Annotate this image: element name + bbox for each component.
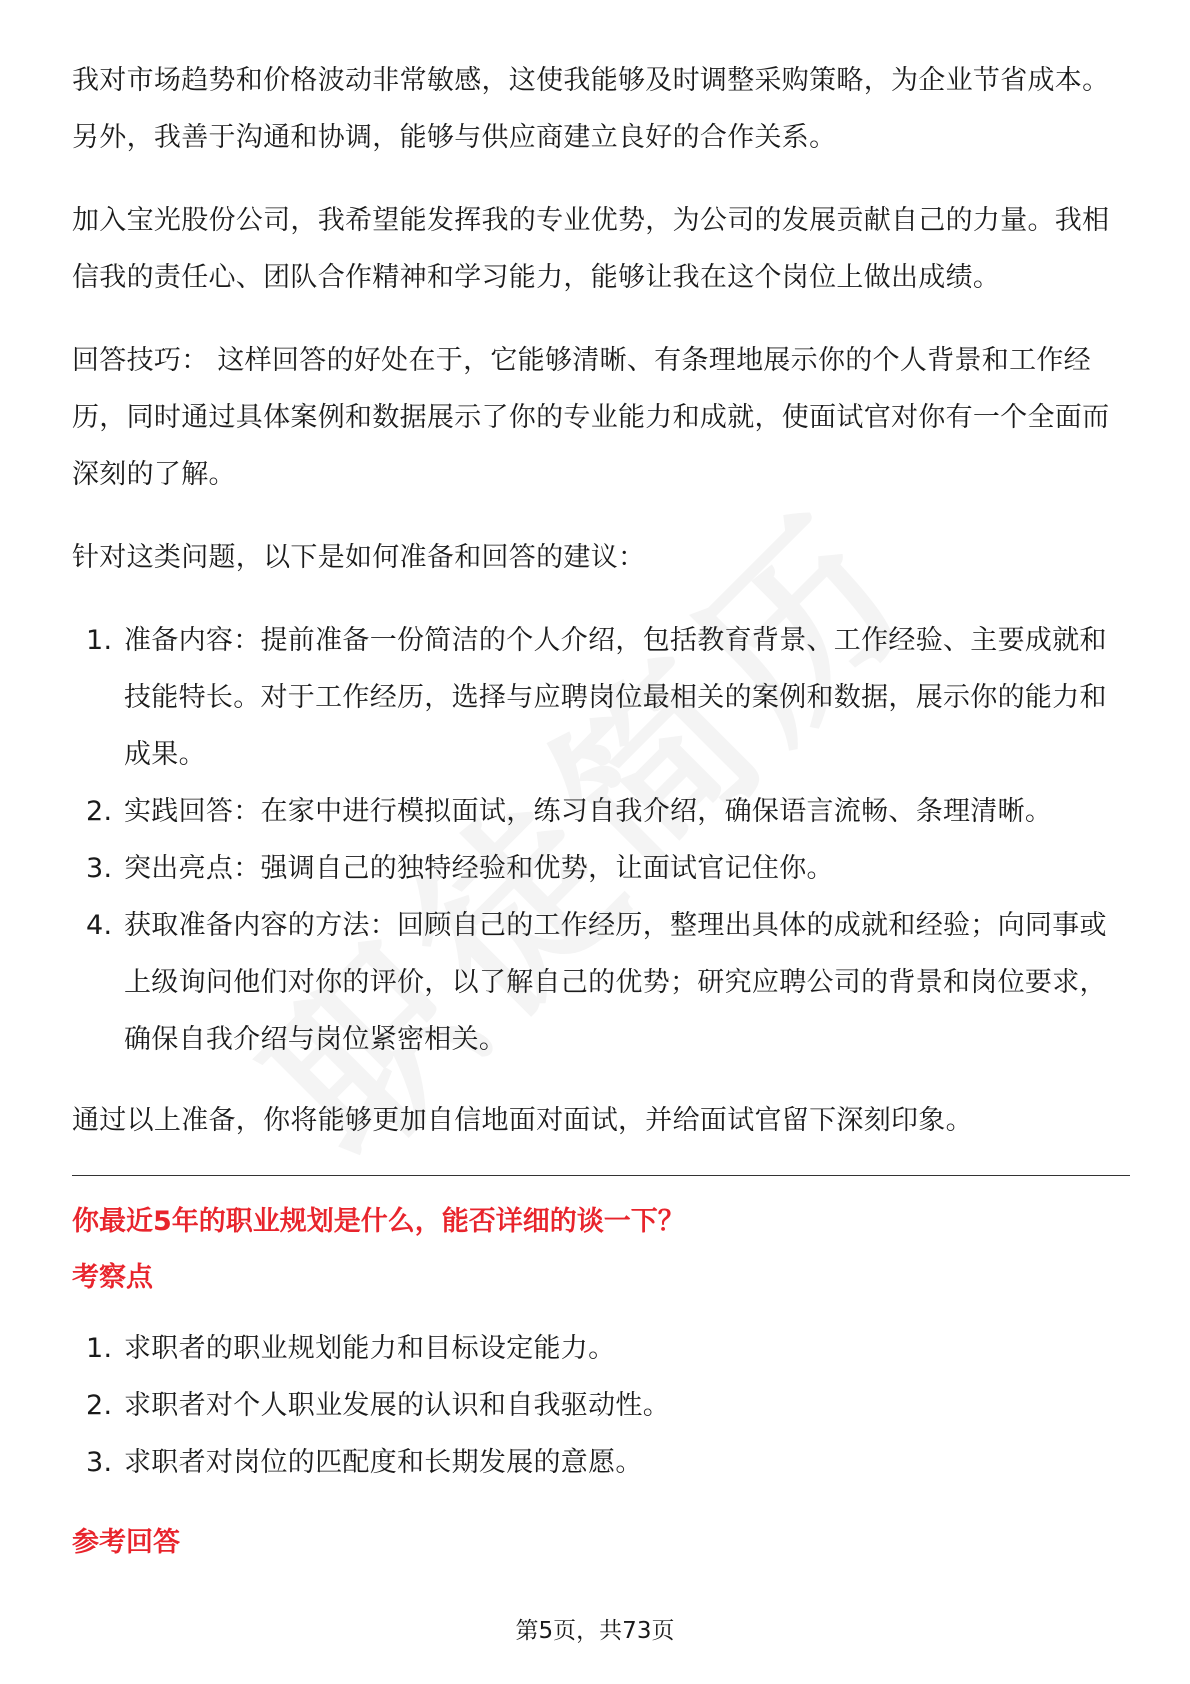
prep-list <box>72 612 1130 1068</box>
list-number: 4. <box>86 910 113 941</box>
page-footer: 第5页，共73页 <box>515 1618 675 1644</box>
list-number: 3. <box>86 1447 113 1478</box>
list-text: 求职者的职业规划能力和目标设定能力。 <box>124 1333 616 1364</box>
list-item <box>72 783 1130 840</box>
list-text: 突出亮点：强调自己的独特经验和优势，让面试官记住你。 <box>124 853 834 884</box>
list-text: 准备内容：提前准备一份简洁的个人介绍，包括教育背景、工作经验、主要成就和技能特长。对于工作经历，选择与应聘岗位最相关的案例和数据，展示你的能力和成果。 <box>124 625 1107 770</box>
list-number: 2. <box>86 796 113 827</box>
focus-points-list <box>72 1320 1130 1491</box>
list-item <box>72 612 1130 783</box>
list-item <box>72 1320 1130 1377</box>
paragraph-strengths: 我对市场趋势和价格波动非常敏感，这使我能够及时调整采购策略，为企业节省成本。另外，我善于沟通和协调，能够与供应商建立良好的合作关系。 <box>72 65 1110 153</box>
document-page <box>72 52 1130 1585</box>
paragraph-join-company: 加入宝光股份公司，我希望能发挥我的专业优势，为公司的发展贡献自己的力量。我相信我的责任心、团队合作精神和学习能力，能够让我在这个岗位上做出成绩。 <box>72 205 1110 293</box>
list-text: 求职者对个人职业发展的认识和自我驱动性。 <box>124 1390 670 1421</box>
list-item <box>72 840 1130 897</box>
list-item <box>72 1377 1130 1434</box>
focus-heading: 考察点 <box>72 1262 153 1293</box>
paragraph-advice-intro: 针对这类问题，以下是如何准备和回答的建议： <box>72 542 646 573</box>
question-title: 你最近5年的职业规划是什么，能否详细的谈一下？ <box>72 1206 685 1237</box>
list-item <box>72 1434 1130 1491</box>
list-text: 获取准备内容的方法：回顾自己的工作经历，整理出具体的成就和经验；向同事或上级询问他们对你的评价，以了解自己的优势；研究应聘公司的背景和岗位要求，确保自我介绍与岗位紧密相关。 <box>124 910 1107 1055</box>
list-text: 实践回答：在家中进行模拟面试，练习自我介绍，确保语言流畅、条理清晰。 <box>124 796 1053 827</box>
list-item <box>72 897 1130 1068</box>
list-number: 2. <box>86 1390 113 1421</box>
list-number: 1. <box>86 1333 113 1364</box>
paragraph-closing: 通过以上准备，你将能够更加自信地面对面试，并给面试官留下深刻印象。 <box>72 1105 973 1136</box>
list-text: 求职者对岗位的匹配度和长期发展的意愿。 <box>124 1447 643 1478</box>
section-divider <box>72 1175 1130 1176</box>
paragraph-answer-tips: 回答技巧： 这样回答的好处在于，它能够清晰、有条理地展示你的个人背景和工作经历，同时通过具体案例和数据展示了你的专业能力和成就，使面试官对你有一个全面而深刻的了解。 <box>72 345 1110 490</box>
list-number: 3. <box>86 853 113 884</box>
reference-heading: 参考回答 <box>72 1527 180 1558</box>
list-number: 1. <box>86 625 113 656</box>
